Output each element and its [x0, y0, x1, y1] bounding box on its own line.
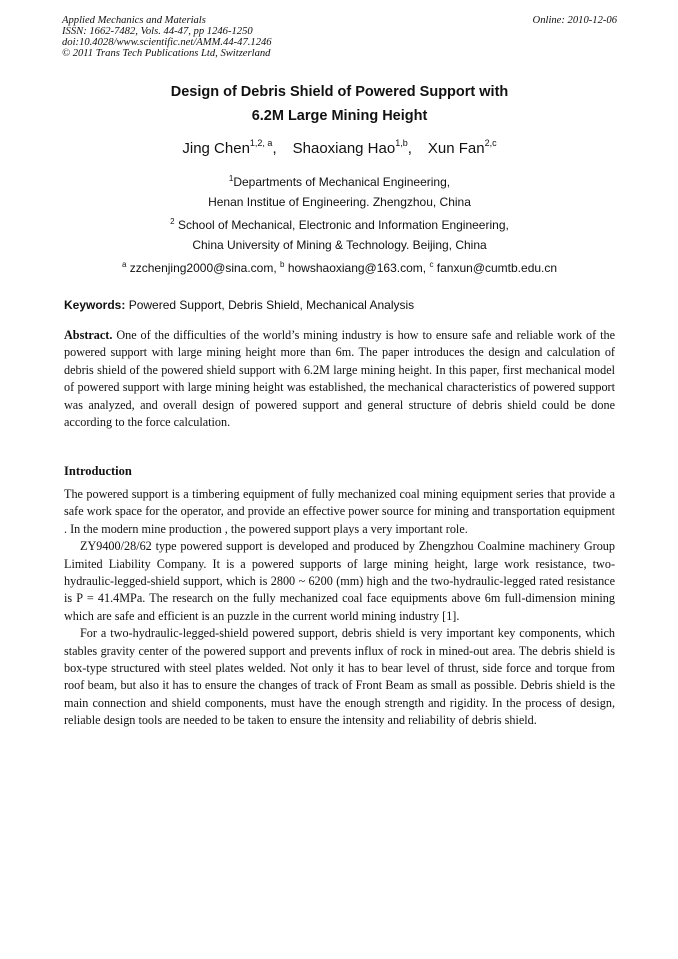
email-mark: a [121, 260, 127, 269]
paragraph: For a two-hydraulic-legged-shield powered support, debris shield is very important key components, which stables gravity center of the powered support and prevents influx of rock in mined-out area. The debris shield is box-type structured with steel plates welded. Not only it has to bear level of thrust, side force and torque from roof beam, but also it has to ensure the changes of track of Front Beam as small as possible. Debris shield is the main connection and shield components, must have the enough strength and rigidity. In the process of design, reliable design tools are needed to be taken to ensure the intensity and reliability of debris shield. [64, 626, 615, 728]
section-heading-introduction: Introduction [64, 464, 132, 478]
keywords-text: Powered Support, Debris Shield, Mechanical Analysis [128, 298, 415, 312]
doi-line: doi:10.4028/www.scientific.net/AMM.44-47.1246 [62, 37, 272, 48]
keywords [64, 296, 617, 314]
author-separator: , [272, 140, 277, 157]
affiliation-line: Departments of Mechanical Engineering, [233, 175, 451, 189]
affiliation-number: 2 [170, 217, 175, 226]
abstract-label: Abstract. [64, 328, 113, 342]
journal-header [62, 15, 617, 59]
email-link[interactable]: howshaoxiang@163.com [287, 261, 423, 275]
author-affiliation-mark: 1,b [395, 138, 408, 148]
author-affiliation-mark: 1,2, a [249, 138, 273, 148]
title-line-1: Design of Debris Shield of Powered Support with [170, 84, 509, 100]
paragraph: The powered support is a timbering equipment of fully mechanized coal mining equipment series that provide a safe work space for the operator, and provide an effective power source for mining and transportation equipment . In the modern mine production , the powered support plays a very important role. [64, 487, 615, 536]
email-link[interactable]: fanxun@cumtb.edu.cn [436, 261, 558, 275]
abstract [64, 327, 615, 431]
paper-title [62, 80, 617, 128]
author-name: Xun Fan [427, 140, 485, 157]
author-list [62, 139, 617, 159]
author-name: Jing Chen [182, 140, 250, 157]
email-mark: b [280, 260, 285, 269]
title-line-2: 6.2M Large Mining Height [251, 108, 428, 124]
paragraph: ZY9400/28/62 type powered support is developed and produced by Zhengzhou Coalmine machinery Group Limited Liability Company. It is a powered supports of large mining height, large work resistance, two-hydraulic-legged-shield support, which is 2800 ~ 6200 (mm) high and the two-hydraulic-legged rated resistance is P = 41.4MPa. The research on the fully mechanized coal face equipments above 6m full-dimension mining which are safe and efficient is an puzzle in the current world mining industry [1]. [64, 539, 615, 623]
author-separator: , [407, 140, 412, 157]
affiliation-1 [62, 172, 617, 212]
affiliation-line: China University of Mining & Technology. Beijing, China [192, 238, 487, 252]
introduction-body [64, 486, 615, 730]
affiliation-number: 1 [228, 174, 234, 183]
email-link[interactable]: zzchenjing2000@sina.com [129, 261, 274, 275]
abstract-text: One of the difficulties of the world’s mining industry is how to ensure safe and reliable work of the powered support with large mining height more than 6m. The paper introduces the design and calculation of debris shield of the powered shield support with 6.2M large mining height. In this paper, first mechanical model of powered support with large mining height was established, the mechanical characteristics of powered support was analyzed, and overall design of powered support and general structure of debris shield could be done according to the force calculation. [64, 328, 616, 430]
copyright-line: © 2011 Trans Tech Publications Ltd, Switzerland [62, 48, 271, 59]
email-mark: c [429, 260, 434, 269]
affiliation-2 [62, 215, 617, 255]
online-date: Online: 2010-12-06 [532, 15, 617, 26]
author-affiliation-mark: 2,c [484, 138, 497, 148]
affiliation-line: School of Mechanical, Electronic and Information Engineering, [177, 218, 509, 232]
author-name: Shaoxiang Hao [292, 140, 396, 157]
affiliation-line: Henan Institue of Engineering. Zhengzhou, China [208, 195, 471, 209]
journal-name: Applied Mechanics and Materials [62, 15, 206, 26]
issn-line: ISSN: 1662-7482, Vols. 44-47, pp 1246-1250 [62, 26, 253, 37]
email-list: $^a$ zzchenjing2000@sina.com, $^b$ howshaoxiang@163.com, $^c$ fanxun@cumtb.edu.cn [121, 260, 558, 275]
keywords-label: Keywords: [64, 298, 126, 312]
